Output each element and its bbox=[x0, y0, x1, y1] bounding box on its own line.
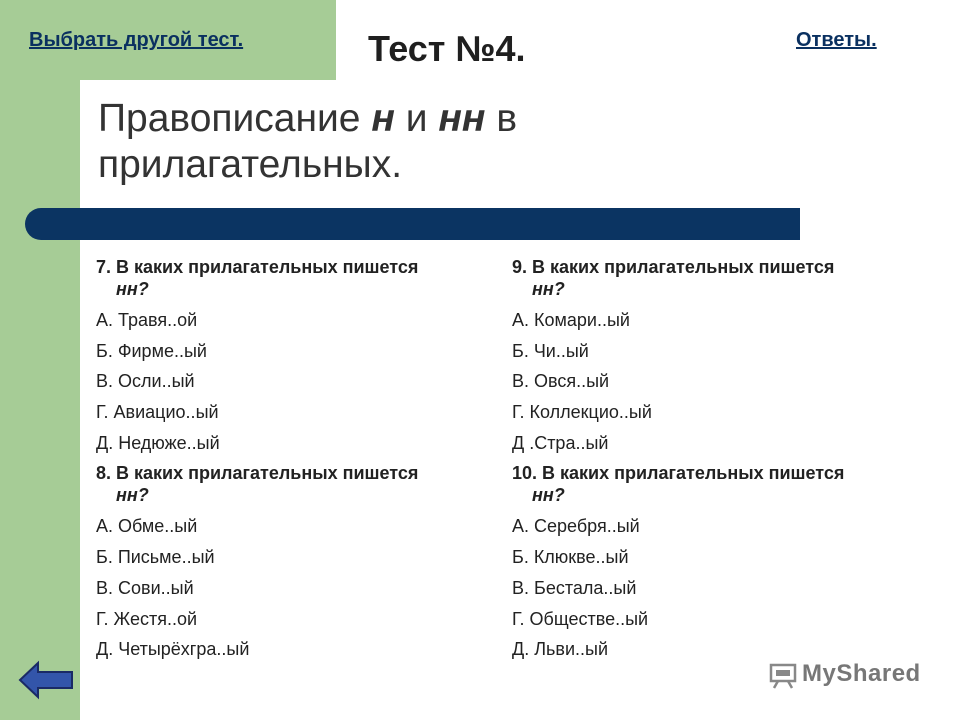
question-nn: нн? bbox=[116, 485, 149, 506]
question-nn: нн? bbox=[532, 485, 565, 506]
title-nn: нн bbox=[438, 97, 486, 140]
back-arrow-icon[interactable] bbox=[18, 660, 76, 700]
question-text bbox=[96, 256, 496, 300]
question-block-8 bbox=[96, 462, 496, 660]
answers-link[interactable]: Ответы. bbox=[796, 29, 877, 51]
title-text-1: Правописание bbox=[98, 97, 372, 140]
answer-option[interactable]: Г. Жестя..ой bbox=[96, 608, 198, 629]
answer-option[interactable]: А. Травя..ой bbox=[96, 310, 198, 330]
question-text bbox=[96, 462, 496, 506]
question-label: 8. В каких прилагательных пишется bbox=[96, 463, 419, 484]
answer-option[interactable]: Б. Чи..ый bbox=[512, 340, 589, 361]
answer-option[interactable]: В. Осли..ый bbox=[96, 371, 195, 392]
title-n: н bbox=[371, 97, 395, 140]
answer-option[interactable]: А. Обме..ый bbox=[96, 516, 198, 537]
green-sidebar bbox=[0, 0, 80, 720]
answer-option[interactable]: Г. Авиацио..ый bbox=[96, 402, 219, 423]
title-divider-bar bbox=[25, 208, 800, 240]
questions-column-left bbox=[96, 256, 496, 669]
answer-option[interactable]: В. Бестала..ый bbox=[512, 577, 637, 598]
answer-option[interactable]: Д. Льви..ый bbox=[512, 639, 608, 660]
answer-option[interactable]: Д. Четырёхгра..ый bbox=[96, 639, 250, 660]
answer-option[interactable]: Б. Клюкве..ый bbox=[512, 547, 629, 568]
answer-option[interactable]: Г. Обществе..ый bbox=[512, 608, 649, 629]
answer-option[interactable]: Б. Письме..ый bbox=[96, 547, 215, 568]
question-block-9 bbox=[512, 256, 912, 454]
question-label: 9. В каких прилагательных пишется bbox=[512, 257, 835, 277]
question-nn: нн? bbox=[532, 279, 565, 299]
answer-option[interactable]: Г. Коллекцио..ый bbox=[512, 402, 652, 423]
answer-option[interactable]: А. Серебря..ый bbox=[512, 516, 640, 537]
title-text-2: и bbox=[394, 97, 439, 140]
answer-option[interactable]: Д .Стра..ый bbox=[512, 432, 609, 453]
choose-other-test-link[interactable]: Выбрать другой тест. bbox=[29, 29, 244, 51]
answer-option[interactable]: А. Комари..ый bbox=[512, 310, 630, 330]
answer-option[interactable]: Д. Недюже..ый bbox=[96, 432, 220, 453]
watermark bbox=[768, 657, 938, 691]
projector-icon bbox=[768, 659, 798, 689]
question-block-7 bbox=[96, 256, 496, 454]
question-text bbox=[512, 256, 912, 300]
questions-column-right bbox=[512, 256, 912, 669]
question-nn: нн? bbox=[116, 279, 149, 299]
test-number: Тест №4. bbox=[368, 28, 526, 69]
question-label: 10. В каких прилагательных пишется bbox=[512, 463, 845, 484]
question-block-10 bbox=[512, 462, 912, 660]
slide-title bbox=[98, 96, 798, 188]
answer-option[interactable]: В. Овся..ый bbox=[512, 371, 610, 392]
question-text bbox=[512, 462, 912, 506]
title-text-3: в прилагательных. bbox=[98, 97, 518, 186]
answer-option[interactable]: Б. Фирме..ый bbox=[96, 340, 207, 361]
question-label: 7. В каких прилагательных пишется bbox=[96, 257, 419, 277]
answer-option[interactable]: В. Сови..ый bbox=[96, 577, 194, 598]
watermark-text: MyShared bbox=[802, 660, 921, 687]
